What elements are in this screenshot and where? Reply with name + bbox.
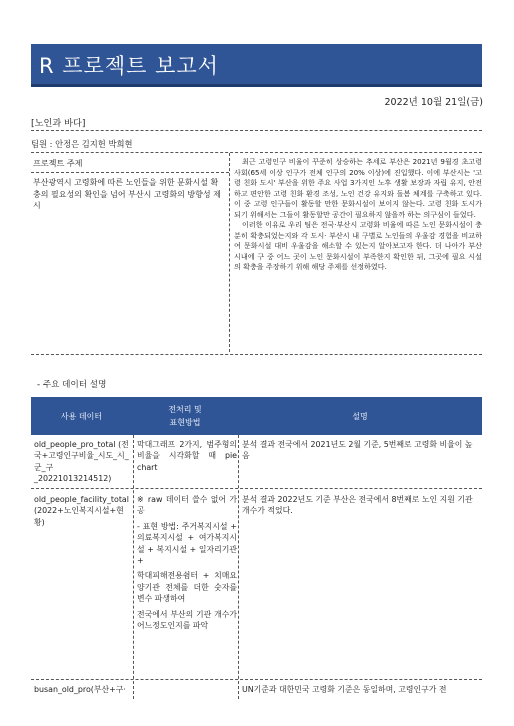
table-header <box>31 397 482 435</box>
column-divider <box>229 153 230 352</box>
report-date: 2022년 10월 21일(금) <box>384 97 483 108</box>
method-text: 막대그래프 2가지, 범주형의 비율을 시각화할 때 pie chart <box>137 440 237 472</box>
divider <box>31 130 482 131</box>
row-divider <box>31 488 482 489</box>
divider <box>31 354 482 355</box>
row-divider <box>31 679 482 680</box>
column-divider <box>238 435 239 699</box>
table-cell-method <box>137 494 237 635</box>
method-text: 학대피해전용쉼터 + 치매요양기관 전체를 더한 숫자를 변수 파생하여 <box>137 571 237 604</box>
project-description <box>234 157 482 273</box>
title-banner <box>31 44 482 87</box>
method-text: - 표현 방법: 주거복지시설 + 의료복지시설 + 여가복지시설 + 복지시설 + 일자리기관 + <box>137 521 237 566</box>
project-theme-label: 프로젝트 주제 <box>33 158 83 168</box>
table-cell-method <box>137 684 237 688</box>
method-text: 전국에서 부산의 기관 개수가 어느정도인지를 파악 <box>137 609 237 631</box>
report-title: R 프로젝트 보고서 <box>39 54 219 78</box>
table-cell-desc: 분석 결과 2022년도 기준 부산은 전국에서 8번째로 노인 지원 기관 개수가 적었다. <box>242 495 473 516</box>
column-divider <box>133 435 134 699</box>
divider <box>31 172 229 173</box>
table-cell-method <box>137 439 237 477</box>
description-paragraph: 최근 고령인구 비율이 꾸준히 상승하는 추세로 부산은 2021년 9월경 초고령사회(65세 이상 인구가 전체 인구의 20% 이상)에 진입했다. 이에 부산시는 '고령 친화 도시' 부산을 위한 주요 사업 3가지인 노후 생활 보장과 자립 유지, 안전하고 편안한 고령 친화 환경 조성, 노인 건강 유지와 돌봄 체계를 구축하고 있다. 이 중 고령 인구들이 활동할 만한 문화시설이 보이지 않는다. 고령 친화 도시가 되기 위해서는 그들이 활동할만 공간이 필요하지 않을까 하는 의구심이 들었다. <box>234 157 482 219</box>
column-header: 설명 <box>352 411 368 421</box>
project-theme-text: 부산광역시 고령화에 따른 노인들을 위한 문화시설 확충의 필요성의 확인을 넘어 부산시 고령화의 방향성 제시 <box>33 178 221 211</box>
table-cell-desc: 분석 결과 전국에서 2021년도 2월 기준, 5번째로 고령화 비율이 높음 <box>242 440 473 461</box>
column-header: 전처리 및 표현방법 <box>168 405 202 427</box>
table-cell-data: old_people_facility_total (2022+노인복지시설+현황) <box>34 495 129 527</box>
section-title: - 주요 데이터 설명 <box>37 380 107 390</box>
description-paragraph: 이러한 이유로 우리 팀은 전국·부산시 고령화 비율에 따른 노인 문화시설이 충분히 확충되었는지와 각 도시· 부산시 내 구별로 노인들의 우울감 경험을 비교하여 문화시설 대비 우울감을 해소할 수 있는지 알아보고자 한다. 더 나아가 부산 시내에 구 중 어느 곳이 노인 문화시설이 부족한지 확인한 뒤, 그곳에 필요 시설의 확충을 주장하기 위해 해당 주제를 선정하였다. <box>234 220 482 272</box>
table-cell-desc: UN기준과 대한민국 고령화 기준은 동일하며, 고령인구가 전 <box>242 685 447 694</box>
table-cell-data: old_people_pro_total (전국+고령인구비율_시도_시_군_구 _20221013214512) <box>34 440 129 484</box>
column-header: 사용 데이터 <box>60 411 103 421</box>
team-members: 팀원 : 안정은 김지헌 박희현 <box>31 139 133 149</box>
method-text: ※ raw 데이터 쓸수 없어 가공 <box>137 495 237 516</box>
report-subtitle: [노인과 바다] <box>31 118 86 129</box>
divider <box>31 152 482 153</box>
table-cell-data: busan_old_pro(부산+구· <box>34 685 126 694</box>
